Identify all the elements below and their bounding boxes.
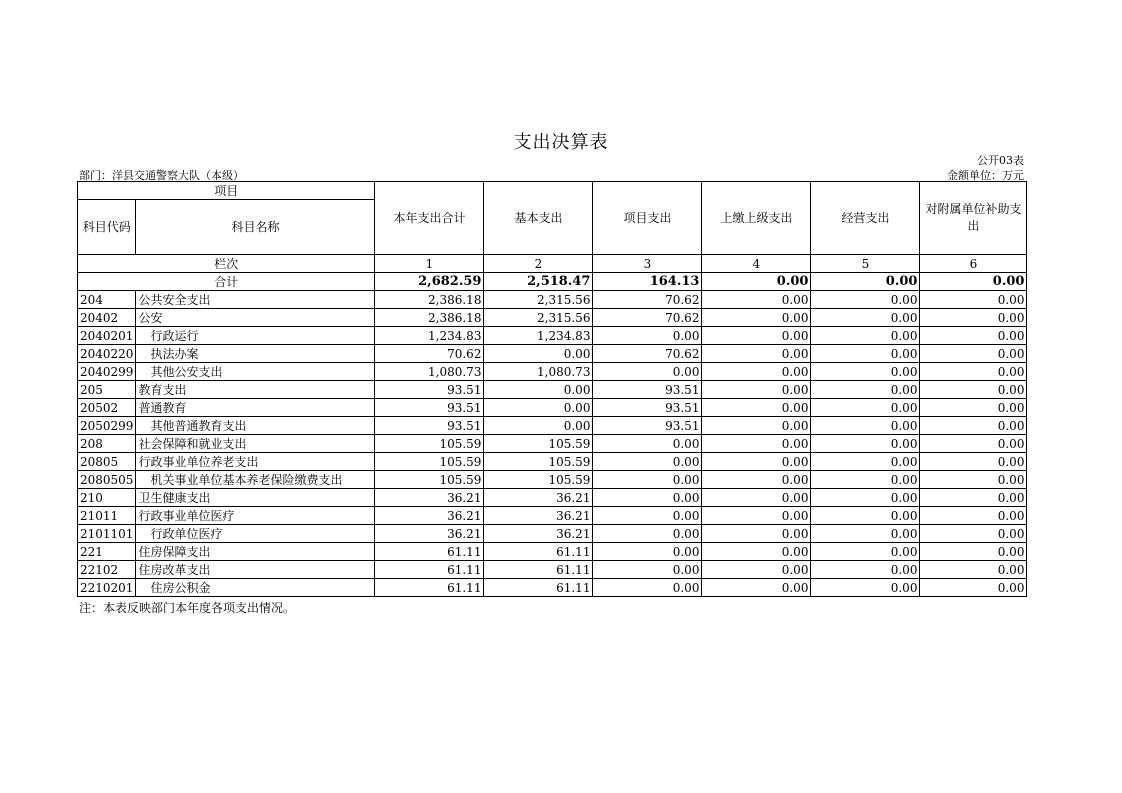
row-code: 205 (78, 381, 136, 399)
row-v4: 0.00 (702, 579, 811, 597)
header-item: 项目 (78, 182, 375, 200)
row-v6: 0.00 (920, 327, 1027, 345)
row-code: 20402 (78, 309, 136, 327)
row-name: 其他公安支出 (136, 363, 375, 381)
row-v3: 0.00 (593, 471, 702, 489)
table-row (78, 291, 1027, 309)
row-v2: 36.21 (484, 507, 593, 525)
row-v2: 61.11 (484, 543, 593, 561)
row-v2: 2,315.56 (484, 291, 593, 309)
row-v4: 0.00 (702, 435, 811, 453)
table-row (78, 561, 1027, 579)
row-code: 22102 (78, 561, 136, 579)
row-v1: 93.51 (375, 381, 484, 399)
row-v5: 0.00 (811, 417, 920, 435)
row-v2: 61.11 (484, 561, 593, 579)
department-label: 部门：洋县交通警察大队（本级） (79, 169, 244, 182)
header-business: 经营支出 (811, 182, 920, 255)
row-v3: 0.00 (593, 435, 702, 453)
row-v3: 0.00 (593, 363, 702, 381)
table-row (78, 453, 1027, 471)
row-v5: 0.00 (811, 561, 920, 579)
footnote: 注：本表反映部门本年度各项支出情况。 (79, 601, 296, 615)
total-v2: 2,518.47 (484, 273, 593, 291)
row-v6: 0.00 (920, 309, 1027, 327)
table-row (78, 435, 1027, 453)
row-v3: 0.00 (593, 579, 702, 597)
row-v4: 0.00 (702, 327, 811, 345)
row-v5: 0.00 (811, 507, 920, 525)
row-v3: 93.51 (593, 417, 702, 435)
row-name: 普通教育 (136, 399, 375, 417)
row-name: 行政事业单位医疗 (136, 507, 375, 525)
row-v6: 0.00 (920, 471, 1027, 489)
header-project: 项目支出 (593, 182, 702, 255)
header-code: 科目代码 (78, 200, 136, 255)
index-3: 3 (593, 255, 702, 273)
row-code: 21011 (78, 507, 136, 525)
row-v5: 0.00 (811, 435, 920, 453)
row-v6: 0.00 (920, 381, 1027, 399)
row-v2: 36.21 (484, 489, 593, 507)
row-name: 行政事业单位养老支出 (136, 453, 375, 471)
row-v5: 0.00 (811, 471, 920, 489)
row-code: 2101101 (78, 525, 136, 543)
row-v1: 61.11 (375, 579, 484, 597)
table-row (78, 345, 1027, 363)
row-v4: 0.00 (702, 525, 811, 543)
row-v6: 0.00 (920, 363, 1027, 381)
table-row (78, 363, 1027, 381)
index-4: 4 (702, 255, 811, 273)
page-title: 支出决算表 (513, 132, 609, 153)
total-v3: 164.13 (593, 273, 702, 291)
header-basic: 基本支出 (484, 182, 593, 255)
row-v5: 0.00 (811, 453, 920, 471)
table-row (78, 399, 1027, 417)
row-name: 机关事业单位基本养老保险缴费支出 (136, 471, 375, 489)
row-name: 行政单位医疗 (136, 525, 375, 543)
row-code: 2040220 (78, 345, 136, 363)
row-v2: 0.00 (484, 381, 593, 399)
row-v2: 1,080.73 (484, 363, 593, 381)
row-name: 执法办案 (136, 345, 375, 363)
row-v5: 0.00 (811, 363, 920, 381)
row-v4: 0.00 (702, 453, 811, 471)
row-v5: 0.00 (811, 525, 920, 543)
row-v5: 0.00 (811, 327, 920, 345)
row-v1: 2,386.18 (375, 291, 484, 309)
row-v1: 2,386.18 (375, 309, 484, 327)
row-v1: 36.21 (375, 525, 484, 543)
row-v1: 1,080.73 (375, 363, 484, 381)
row-v6: 0.00 (920, 291, 1027, 309)
index-2: 2 (484, 255, 593, 273)
row-v6: 0.00 (920, 507, 1027, 525)
row-v1: 105.59 (375, 471, 484, 489)
row-v5: 0.00 (811, 309, 920, 327)
row-v3: 0.00 (593, 507, 702, 525)
row-name: 其他普通教育支出 (136, 417, 375, 435)
table-row (78, 381, 1027, 399)
row-v4: 0.00 (702, 507, 811, 525)
row-index-label: 栏次 (78, 255, 375, 273)
row-v5: 0.00 (811, 381, 920, 399)
header-subsidy: 对附属单位补助支出 (920, 182, 1027, 255)
header-total: 本年支出合计 (375, 182, 484, 255)
table-row (78, 489, 1027, 507)
row-v4: 0.00 (702, 561, 811, 579)
row-v1: 93.51 (375, 399, 484, 417)
row-code: 20502 (78, 399, 136, 417)
row-v2: 2,315.56 (484, 309, 593, 327)
total-v1: 2,682.59 (375, 273, 484, 291)
row-v4: 0.00 (702, 471, 811, 489)
row-name: 住房保障支出 (136, 543, 375, 561)
row-v3: 0.00 (593, 525, 702, 543)
row-v3: 0.00 (593, 327, 702, 345)
row-v3: 70.62 (593, 291, 702, 309)
row-v5: 0.00 (811, 543, 920, 561)
row-v2: 0.00 (484, 399, 593, 417)
row-v6: 0.00 (920, 525, 1027, 543)
row-v1: 36.21 (375, 489, 484, 507)
unit-label: 金额单位：万元 (947, 169, 1024, 182)
row-v1: 70.62 (375, 345, 484, 363)
row-v6: 0.00 (920, 435, 1027, 453)
row-v4: 0.00 (702, 489, 811, 507)
table-row (78, 309, 1027, 327)
row-name: 公共安全支出 (136, 291, 375, 309)
row-v4: 0.00 (702, 417, 811, 435)
row-v3: 0.00 (593, 561, 702, 579)
row-v2: 36.21 (484, 525, 593, 543)
row-name: 卫生健康支出 (136, 489, 375, 507)
index-6: 6 (920, 255, 1027, 273)
row-code: 221 (78, 543, 136, 561)
table-row (78, 417, 1027, 435)
row-v1: 36.21 (375, 507, 484, 525)
form-code: 公开03表 (977, 154, 1024, 167)
row-v4: 0.00 (702, 291, 811, 309)
table-row (78, 471, 1027, 489)
row-code: 208 (78, 435, 136, 453)
table-row (78, 579, 1027, 597)
expenditure-table (77, 181, 1027, 597)
row-name: 社会保障和就业支出 (136, 435, 375, 453)
row-v5: 0.00 (811, 579, 920, 597)
header-name: 科目名称 (136, 200, 375, 255)
row-v1: 105.59 (375, 435, 484, 453)
table-row (78, 507, 1027, 525)
row-code: 2050299 (78, 417, 136, 435)
row-code: 20805 (78, 453, 136, 471)
row-v4: 0.00 (702, 399, 811, 417)
row-v4: 0.00 (702, 363, 811, 381)
row-name: 行政运行 (136, 327, 375, 345)
total-v5: 0.00 (811, 273, 920, 291)
row-code: 210 (78, 489, 136, 507)
row-v3: 70.62 (593, 309, 702, 327)
row-v2: 0.00 (484, 417, 593, 435)
row-v3: 0.00 (593, 543, 702, 561)
row-v1: 1,234.83 (375, 327, 484, 345)
row-v6: 0.00 (920, 561, 1027, 579)
index-5: 5 (811, 255, 920, 273)
row-v3: 93.51 (593, 399, 702, 417)
table-row (78, 525, 1027, 543)
row-v3: 93.51 (593, 381, 702, 399)
row-code: 2210201 (78, 579, 136, 597)
row-v5: 0.00 (811, 489, 920, 507)
row-v4: 0.00 (702, 543, 811, 561)
row-v2: 1,234.83 (484, 327, 593, 345)
total-v4: 0.00 (702, 273, 811, 291)
table-row (78, 543, 1027, 561)
row-v3: 0.00 (593, 489, 702, 507)
table-row (78, 327, 1027, 345)
header-upper: 上缴上级支出 (702, 182, 811, 255)
row-v5: 0.00 (811, 291, 920, 309)
row-name: 住房公积金 (136, 579, 375, 597)
row-v6: 0.00 (920, 417, 1027, 435)
row-v1: 61.11 (375, 561, 484, 579)
row-v6: 0.00 (920, 579, 1027, 597)
row-v4: 0.00 (702, 309, 811, 327)
row-name: 公安 (136, 309, 375, 327)
row-v1: 61.11 (375, 543, 484, 561)
row-v3: 70.62 (593, 345, 702, 363)
row-v6: 0.00 (920, 453, 1027, 471)
row-v6: 0.00 (920, 543, 1027, 561)
row-code: 2080505 (78, 471, 136, 489)
row-v6: 0.00 (920, 489, 1027, 507)
row-v2: 105.59 (484, 453, 593, 471)
row-v6: 0.00 (920, 345, 1027, 363)
row-v2: 105.59 (484, 471, 593, 489)
row-v2: 105.59 (484, 435, 593, 453)
row-code: 2040201 (78, 327, 136, 345)
total-row (78, 273, 1027, 291)
row-v2: 0.00 (484, 345, 593, 363)
total-v6: 0.00 (920, 273, 1027, 291)
index-1: 1 (375, 255, 484, 273)
row-code: 204 (78, 291, 136, 309)
row-v6: 0.00 (920, 399, 1027, 417)
row-v5: 0.00 (811, 345, 920, 363)
row-v4: 0.00 (702, 381, 811, 399)
row-v1: 93.51 (375, 417, 484, 435)
row-name: 教育支出 (136, 381, 375, 399)
row-v4: 0.00 (702, 345, 811, 363)
total-label: 合计 (78, 273, 375, 291)
row-v5: 0.00 (811, 399, 920, 417)
row-name: 住房改革支出 (136, 561, 375, 579)
row-v3: 0.00 (593, 453, 702, 471)
row-v1: 105.59 (375, 453, 484, 471)
row-v2: 61.11 (484, 579, 593, 597)
row-code: 2040299 (78, 363, 136, 381)
